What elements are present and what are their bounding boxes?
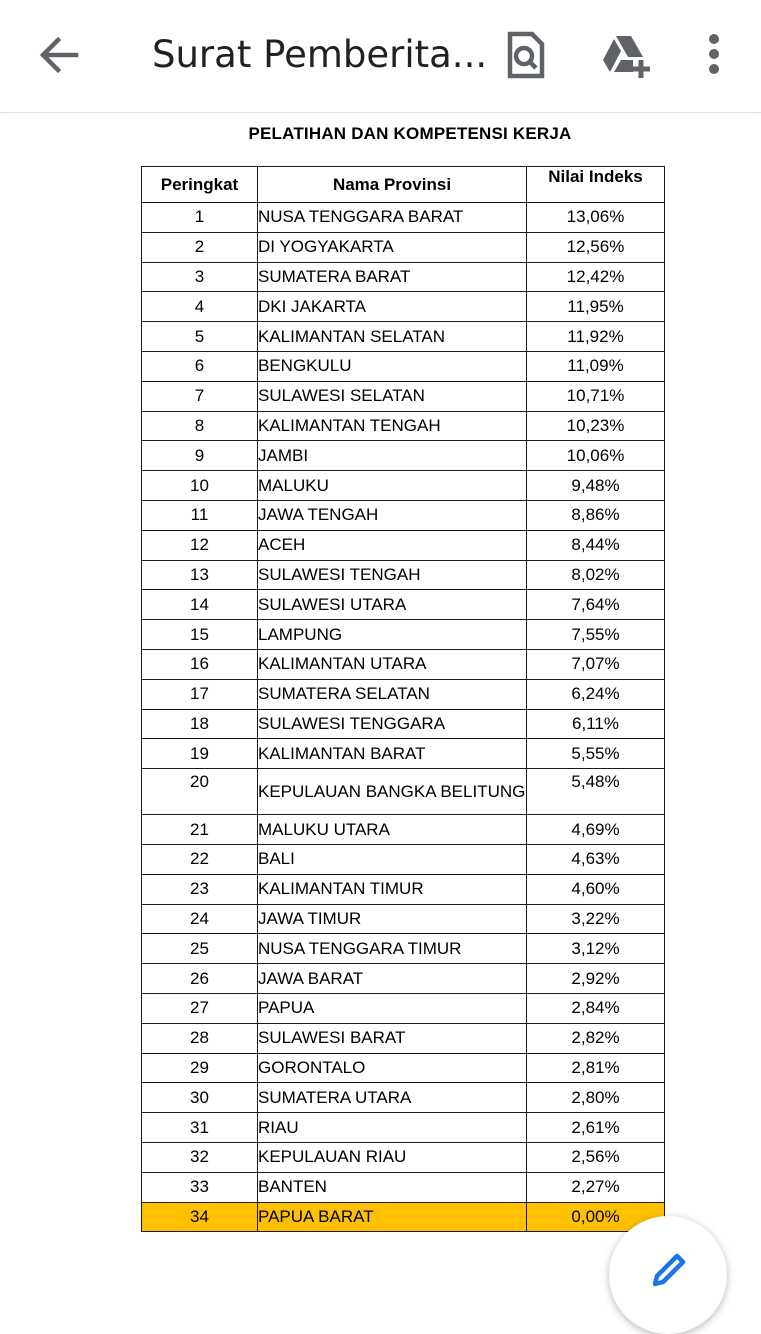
province-cell: BENGKULU — [258, 351, 527, 381]
province-cell: JAWA TENGAH — [258, 500, 527, 530]
rank-cell: 13 — [142, 560, 258, 590]
table-row — [142, 1202, 665, 1232]
table-row — [142, 262, 665, 292]
table-row — [142, 1172, 665, 1202]
back-button[interactable] — [36, 32, 82, 78]
province-cell: RIAU — [258, 1113, 527, 1143]
header-peringkat: Peringkat — [142, 167, 258, 203]
table-row — [142, 590, 665, 620]
province-cell: SULAWESI UTARA — [258, 590, 527, 620]
province-cell: BANTEN — [258, 1172, 527, 1202]
table-row — [142, 769, 665, 815]
rank-cell: 30 — [142, 1083, 258, 1113]
value-cell: 2,81% — [527, 1053, 665, 1083]
more-vertical-icon — [698, 32, 730, 78]
province-cell: SUMATERA UTARA — [258, 1083, 527, 1113]
value-cell: 10,23% — [527, 411, 665, 441]
province-cell: SULAWESI SELATAN — [258, 381, 527, 411]
value-cell: 2,92% — [527, 964, 665, 994]
rank-cell: 7 — [142, 381, 258, 411]
value-cell: 8,44% — [527, 530, 665, 560]
value-cell: 8,86% — [527, 500, 665, 530]
province-cell: DKI JAKARTA — [258, 292, 527, 322]
province-cell: KEPULAUAN BANGKA BELITUNG — [258, 769, 527, 815]
value-cell: 7,07% — [527, 649, 665, 679]
province-cell: LAMPUNG — [258, 620, 527, 650]
more-options-button[interactable] — [698, 32, 730, 78]
province-cell: NUSA TENGGARA TIMUR — [258, 934, 527, 964]
rank-cell: 2 — [142, 232, 258, 262]
table-row — [142, 993, 665, 1023]
value-cell: 2,82% — [527, 1023, 665, 1053]
province-cell: KEPULAUAN RIAU — [258, 1142, 527, 1172]
header-nilai-indeks: Nilai Indeks — [527, 167, 665, 203]
value-cell: 11,95% — [527, 292, 665, 322]
edit-pencil-icon — [649, 1250, 689, 1290]
province-cell: BALI — [258, 844, 527, 874]
table-row — [142, 1083, 665, 1113]
rank-cell: 16 — [142, 649, 258, 679]
table-row — [142, 232, 665, 262]
drive-add-icon — [600, 30, 652, 80]
rank-cell: 5 — [142, 322, 258, 352]
table-row — [142, 530, 665, 560]
table-row — [142, 1053, 665, 1083]
value-cell: 11,92% — [527, 322, 665, 352]
table-row — [142, 292, 665, 322]
rank-cell: 27 — [142, 993, 258, 1023]
table-row — [142, 411, 665, 441]
table-row — [142, 844, 665, 874]
rank-cell: 32 — [142, 1142, 258, 1172]
table-header-row — [142, 167, 665, 203]
table-row — [142, 739, 665, 769]
province-cell: JAMBI — [258, 441, 527, 471]
value-cell: 6,11% — [527, 709, 665, 739]
value-cell: 5,48% — [527, 769, 665, 815]
value-cell: 7,64% — [527, 590, 665, 620]
province-cell: MALUKU — [258, 471, 527, 501]
province-cell: KALIMANTAN BARAT — [258, 739, 527, 769]
value-cell: 2,61% — [527, 1113, 665, 1143]
table-row — [142, 964, 665, 994]
value-cell: 10,06% — [527, 441, 665, 471]
value-cell: 9,48% — [527, 471, 665, 501]
rank-cell: 17 — [142, 679, 258, 709]
find-in-page-icon — [502, 30, 548, 80]
rank-cell: 9 — [142, 441, 258, 471]
rank-cell: 12 — [142, 530, 258, 560]
province-cell: SULAWESI BARAT — [258, 1023, 527, 1053]
rank-cell: 34 — [142, 1202, 258, 1232]
value-cell: 4,69% — [527, 815, 665, 845]
province-cell: NUSA TENGGARA BARAT — [258, 203, 527, 233]
rank-cell: 6 — [142, 351, 258, 381]
value-cell: 11,09% — [527, 351, 665, 381]
app-bar — [0, 0, 761, 113]
value-cell: 4,60% — [527, 874, 665, 904]
rank-cell: 19 — [142, 739, 258, 769]
value-cell: 6,24% — [527, 679, 665, 709]
document-heading: PELATIHAN DAN KOMPETENSI KERJA — [248, 124, 572, 143]
table-row — [142, 560, 665, 590]
rank-cell: 18 — [142, 709, 258, 739]
province-cell: PAPUA — [258, 993, 527, 1023]
header-nama-provinsi: Nama Provinsi — [258, 167, 527, 203]
province-cell: SULAWESI TENGAH — [258, 560, 527, 590]
value-cell: 3,22% — [527, 904, 665, 934]
rank-cell: 25 — [142, 934, 258, 964]
province-cell: JAWA TIMUR — [258, 904, 527, 934]
province-cell: KALIMANTAN SELATAN — [258, 322, 527, 352]
province-cell: ACEH — [258, 530, 527, 560]
province-cell: DI YOGYAKARTA — [258, 232, 527, 262]
rank-cell: 26 — [142, 964, 258, 994]
value-cell: 2,27% — [527, 1172, 665, 1202]
rank-cell: 1 — [142, 203, 258, 233]
rank-cell: 14 — [142, 590, 258, 620]
arrow-back-icon — [36, 32, 82, 78]
table-row — [142, 381, 665, 411]
table-row — [142, 322, 665, 352]
table-row — [142, 351, 665, 381]
rank-cell: 10 — [142, 471, 258, 501]
province-cell: SUMATERA BARAT — [258, 262, 527, 292]
value-cell: 13,06% — [527, 203, 665, 233]
province-cell: SULAWESI TENGGARA — [258, 709, 527, 739]
table-row — [142, 1142, 665, 1172]
value-cell: 10,71% — [527, 381, 665, 411]
table-row — [142, 649, 665, 679]
table-row — [142, 1113, 665, 1143]
rank-cell: 21 — [142, 815, 258, 845]
province-cell: KALIMANTAN TIMUR — [258, 874, 527, 904]
value-cell: 0,00% — [527, 1202, 665, 1232]
value-cell: 4,63% — [527, 844, 665, 874]
rank-cell: 28 — [142, 1023, 258, 1053]
table-row — [142, 203, 665, 233]
table-row — [142, 934, 665, 964]
rank-cell: 24 — [142, 904, 258, 934]
value-cell: 8,02% — [527, 560, 665, 590]
table-row — [142, 471, 665, 501]
rank-cell: 8 — [142, 411, 258, 441]
value-cell: 5,55% — [527, 739, 665, 769]
province-cell: KALIMANTAN TENGAH — [258, 411, 527, 441]
add-to-drive-button[interactable] — [600, 30, 652, 80]
table-row — [142, 815, 665, 845]
table-row — [142, 620, 665, 650]
rank-cell: 3 — [142, 262, 258, 292]
rank-cell: 4 — [142, 292, 258, 322]
table-row — [142, 500, 665, 530]
value-cell: 12,42% — [527, 262, 665, 292]
value-cell: 2,84% — [527, 993, 665, 1023]
value-cell: 7,55% — [527, 620, 665, 650]
table-row — [142, 1023, 665, 1053]
rank-cell: 11 — [142, 500, 258, 530]
value-cell: 12,56% — [527, 232, 665, 262]
value-cell: 2,80% — [527, 1083, 665, 1113]
province-ranking-table — [141, 166, 665, 1232]
value-cell: 2,56% — [527, 1142, 665, 1172]
table-row — [142, 874, 665, 904]
document-title: Surat Pemberita... — [152, 33, 488, 76]
rank-cell: 22 — [142, 844, 258, 874]
table-row — [142, 679, 665, 709]
province-cell: JAWA BARAT — [258, 964, 527, 994]
rank-cell: 29 — [142, 1053, 258, 1083]
rank-cell: 31 — [142, 1113, 258, 1143]
table-row — [142, 441, 665, 471]
province-cell: GORONTALO — [258, 1053, 527, 1083]
value-cell: 3,12% — [527, 934, 665, 964]
table-row — [142, 709, 665, 739]
province-cell: SUMATERA SELATAN — [258, 679, 527, 709]
province-cell: KALIMANTAN UTARA — [258, 649, 527, 679]
province-cell: PAPUA BARAT — [258, 1202, 527, 1232]
rank-cell: 15 — [142, 620, 258, 650]
province-cell: MALUKU UTARA — [258, 815, 527, 845]
rank-cell: 20 — [142, 769, 258, 815]
edit-fab-button[interactable] — [609, 1216, 727, 1334]
rank-cell: 23 — [142, 874, 258, 904]
find-in-page-button[interactable] — [502, 30, 548, 80]
rank-cell: 33 — [142, 1172, 258, 1202]
table-row — [142, 904, 665, 934]
